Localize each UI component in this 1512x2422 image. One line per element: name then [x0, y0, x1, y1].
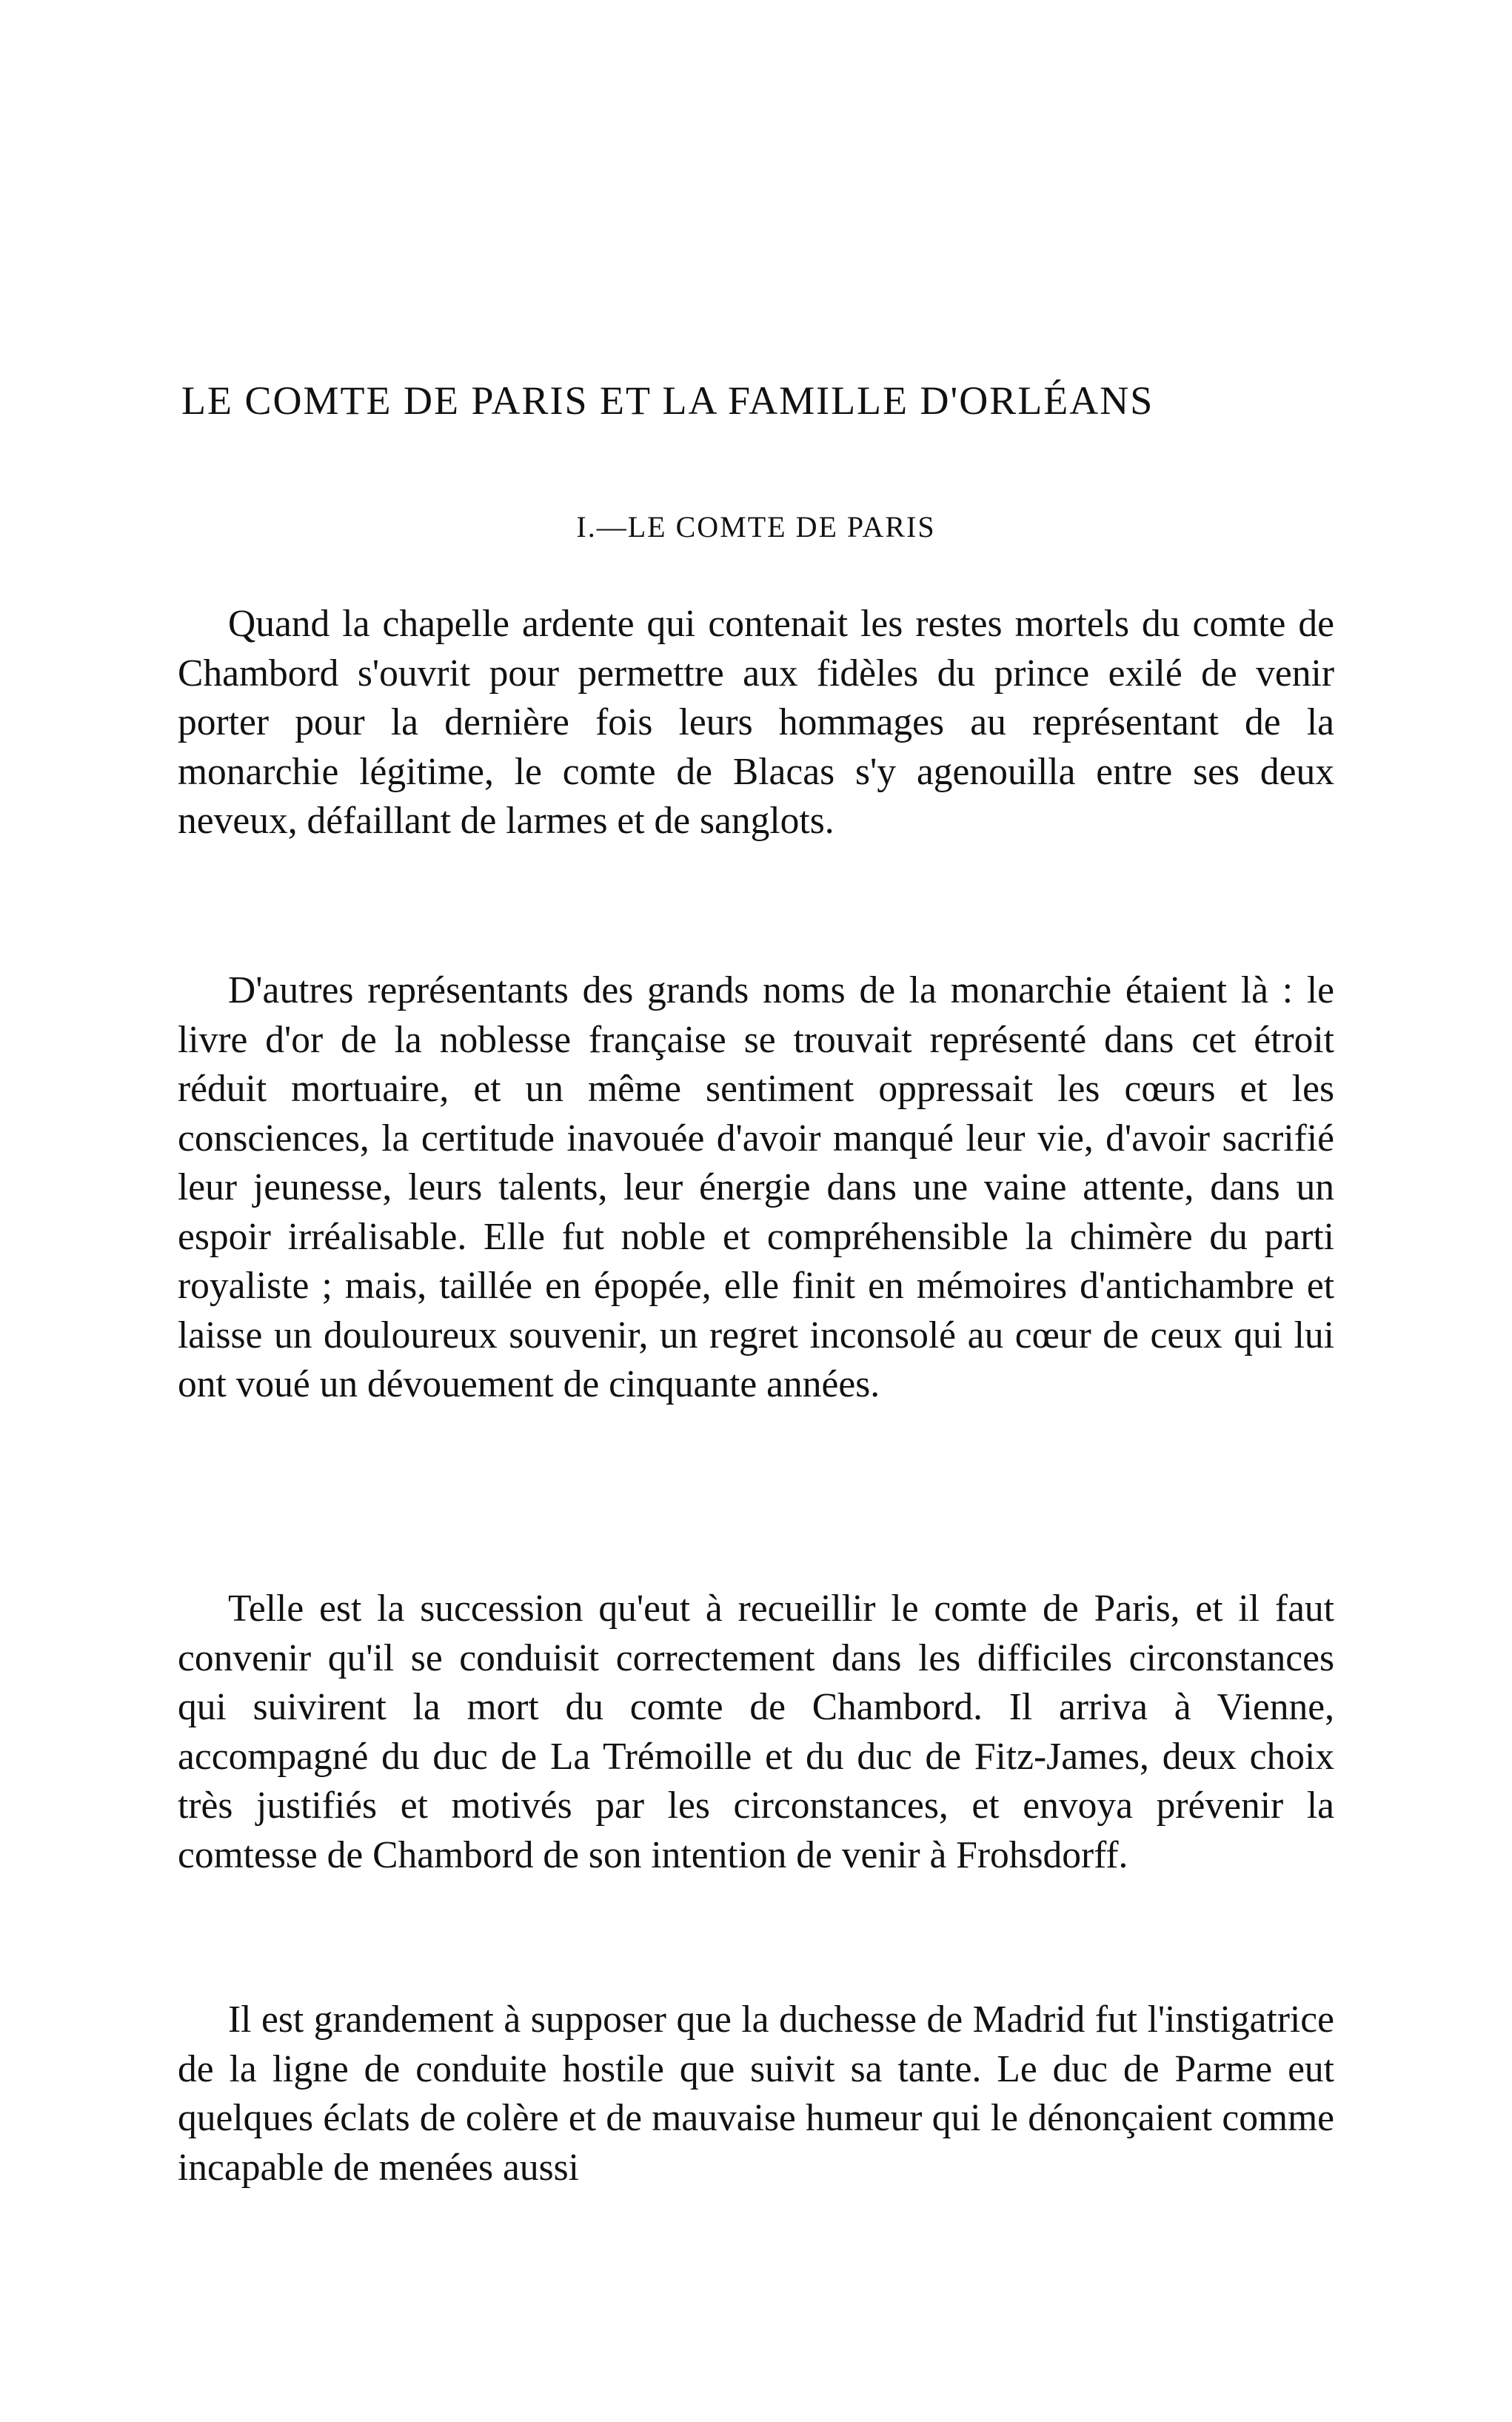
paragraph: Il est grandement à supposer que la duchesse de Madrid fut l'instigatrice de la ligne de conduite hostile que suivit sa tante. Le duc de Parme eut quelques éclats de colère et de mauvaise humeur qui le dénonçaient comme incapable de menées aussi — [178, 1998, 1334, 2189]
section-title: I.—LE COMTE DE PARIS — [576, 510, 936, 543]
chapter-title: LE COMTE DE PARIS ET LA FAMILLE D'ORLÉANS — [181, 378, 1154, 423]
paragraph: Telle est la succession qu'eut à recueillir le comte de Paris, et il faut convenir qu'il se conduisit correctement dans les difficiles circonstances qui suivirent la mort du comte de Chambord. Il arriva à Vienne, accompagné du duc de La Trémoille et du duc de Fitz-James, deux choix très justifiés et motivés par les circonstances, et envoya prévenir la comtesse de Chambord de son intention de venir à Frohsdorff. — [178, 1588, 1334, 1876]
paragraph: Quand la chapelle ardente qui contenait les restes mortels du comte de Chambord s'ouvrit pour permettre aux fidèles du prince exilé de venir porter pour la dernière fois leurs hommages au représentant de la monarchie légitime, le comte de Blacas s'y agenouilla entre ses deux neveux, défaillant de larmes et de sanglots. — [178, 603, 1334, 842]
paragraph: D'autres représentants des grands noms de la monarchie étaient là : le livre d'or de la noblesse française se trouvait représenté dans cet étroit réduit mortuaire, et un même sentiment oppressait les cœurs et les consciences, la certitude inavouée d'avoir manqué leur vie, d'avoir sacrifié leur jeunesse, leurs talents, leur énergie dans une vaine attente, dans un espoir irréalisable. Elle fut noble et compréhensible la chimère du parti royaliste ; mais, taillée en épopée, elle finit en mémoires d'antichambre et laisse un douloureux souvenir, un regret inconsolé au cœur de ceux qui lui ont voué un dévouement de cinquante années. — [178, 969, 1334, 1405]
